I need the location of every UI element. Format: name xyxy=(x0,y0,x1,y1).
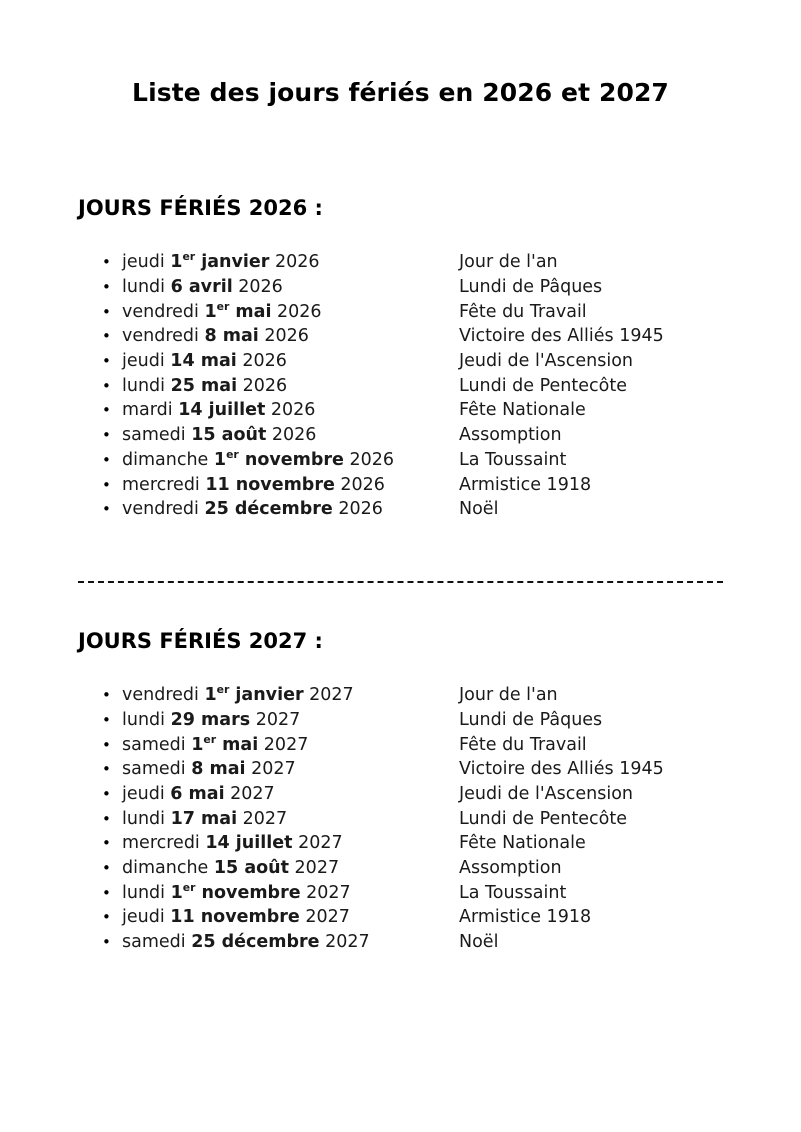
holiday-month: mai xyxy=(229,301,272,322)
holiday-month: mars xyxy=(194,709,251,730)
holiday-date xyxy=(122,782,459,807)
holiday-date xyxy=(122,683,459,708)
holiday-day-ordinal: er xyxy=(182,880,196,894)
holiday-month: mai xyxy=(203,759,246,780)
list-item xyxy=(102,881,801,906)
list-item xyxy=(102,423,801,448)
holiday-daymonth xyxy=(171,710,251,730)
list-item xyxy=(102,473,801,498)
holiday-name: Noël xyxy=(459,499,499,520)
holiday-day: 14 xyxy=(205,833,230,854)
holiday-date xyxy=(122,708,459,733)
holiday-year: 2027 xyxy=(292,833,343,854)
holiday-day: 1 xyxy=(191,734,204,755)
holiday-name: Lundi de Pâques xyxy=(459,709,603,730)
holiday-daymonth xyxy=(178,400,265,420)
holiday-day: 8 xyxy=(191,759,204,780)
list-item xyxy=(102,448,801,473)
holiday-weekday: samedi xyxy=(122,734,192,755)
holiday-weekday: lundi xyxy=(122,276,171,297)
list-item xyxy=(102,831,801,856)
list-item xyxy=(102,275,801,300)
holiday-weekday: lundi xyxy=(122,882,171,903)
holiday-name: Jour de l'an xyxy=(459,252,558,273)
holiday-day: 25 xyxy=(191,932,216,953)
holiday-month: mai xyxy=(216,326,259,347)
holiday-day: 25 xyxy=(204,499,229,520)
bullet-icon: • xyxy=(102,401,111,420)
holiday-daymonth xyxy=(171,277,233,297)
holiday-year: 2027 xyxy=(288,858,340,879)
holiday-month: novembre xyxy=(238,449,344,470)
list-item xyxy=(102,300,801,325)
holiday-name: Noël xyxy=(459,932,499,953)
holiday-daymonth xyxy=(171,809,238,829)
section-heading-2027: JOURS FÉRIÉS 2027 : xyxy=(78,628,323,653)
holiday-weekday: vendredi xyxy=(122,685,205,706)
holiday-date xyxy=(122,324,459,349)
list-item xyxy=(102,250,801,275)
holiday-date xyxy=(122,881,459,906)
holiday-weekday: vendredi xyxy=(122,499,205,520)
holiday-day: 6 xyxy=(170,783,183,804)
holiday-day: 29 xyxy=(170,709,195,730)
holiday-day: 15 xyxy=(213,858,239,879)
section-2027 xyxy=(0,581,801,955)
holiday-name: Assomption xyxy=(459,858,562,879)
holiday-day-ordinal: er xyxy=(216,683,230,697)
holiday-month: mai xyxy=(216,734,259,755)
list-item xyxy=(102,324,801,349)
holiday-day: 11 xyxy=(205,474,230,495)
holiday-weekday: dimanche xyxy=(122,449,214,470)
bullet-icon: • xyxy=(102,834,111,853)
holiday-year: 2027 xyxy=(299,907,350,928)
holiday-daymonth xyxy=(191,932,319,952)
holiday-year: 2026 xyxy=(334,474,385,495)
list-item xyxy=(102,733,801,758)
holiday-date xyxy=(122,930,459,955)
list-item xyxy=(102,930,801,955)
list-item xyxy=(102,398,801,423)
holiday-month: janvier xyxy=(229,685,304,706)
holiday-day-ordinal: er xyxy=(203,732,217,746)
holiday-year: 2026 xyxy=(265,400,316,421)
bullet-icon: • xyxy=(102,809,111,828)
holiday-date xyxy=(122,448,459,473)
bullet-icon: • xyxy=(102,883,111,902)
holiday-name: Lundi de Pâques xyxy=(459,276,603,297)
holiday-day: 1 xyxy=(170,252,183,273)
holiday-name: Fête Nationale xyxy=(459,833,586,854)
holiday-daymonth xyxy=(191,759,245,779)
holiday-weekday: samedi xyxy=(122,932,192,953)
holiday-year: 2027 xyxy=(258,734,309,755)
holiday-weekday: lundi xyxy=(122,375,171,396)
holiday-date xyxy=(122,275,459,300)
bullet-icon: • xyxy=(102,352,111,370)
holiday-weekday: jeudi xyxy=(122,252,171,273)
holiday-day: 11 xyxy=(170,907,195,928)
list-item xyxy=(102,905,801,930)
holiday-date xyxy=(122,757,459,782)
holiday-daymonth xyxy=(170,880,301,903)
holiday-weekday: mardi xyxy=(122,400,179,421)
list-item xyxy=(102,856,801,881)
bullet-icon: • xyxy=(102,475,111,494)
holiday-weekday: dimanche xyxy=(122,858,214,879)
bullet-icon: • xyxy=(102,859,111,878)
bullet-icon: • xyxy=(102,933,111,952)
holiday-year: 2026 xyxy=(237,375,288,396)
holiday-name: Victoire des Alliés 1945 xyxy=(459,759,664,780)
holiday-year: 2027 xyxy=(237,808,288,829)
holiday-name: Jour de l'an xyxy=(459,685,558,706)
holiday-weekday: vendredi xyxy=(122,326,205,347)
holiday-year: 2026 xyxy=(269,252,320,273)
holiday-daymonth xyxy=(214,858,289,878)
bullet-icon: • xyxy=(102,784,111,803)
list-item xyxy=(102,708,801,733)
section-heading-2026: JOURS FÉRIÉS 2026 : xyxy=(78,196,323,220)
holiday-weekday: mercredi xyxy=(122,833,206,854)
bullet-icon: • xyxy=(102,450,111,469)
list-item xyxy=(102,497,801,522)
holiday-daymonth xyxy=(170,907,299,927)
holiday-year: 2026 xyxy=(236,351,287,371)
holiday-year: 2027 xyxy=(300,882,351,903)
holiday-day: 8 xyxy=(204,326,217,347)
holiday-daymonth xyxy=(205,475,334,495)
holiday-name: Lundi de Pentecôte xyxy=(459,375,627,396)
holiday-year: 2027 xyxy=(319,932,370,953)
holiday-date xyxy=(122,423,459,448)
holiday-month: mai xyxy=(194,808,238,829)
holiday-year: 2027 xyxy=(303,685,354,706)
holiday-day: 15 xyxy=(191,425,216,446)
holiday-day-ordinal: er xyxy=(216,299,230,313)
holiday-name: Armistice 1918 xyxy=(459,907,592,928)
holiday-daymonth xyxy=(171,376,238,396)
holiday-day-ordinal: er xyxy=(226,447,239,461)
holiday-date xyxy=(122,349,459,374)
holiday-month: août xyxy=(215,425,267,446)
bullet-icon: • xyxy=(102,277,111,296)
holiday-weekday: jeudi xyxy=(122,351,171,371)
holiday-weekday: jeudi xyxy=(122,783,171,804)
holiday-daymonth xyxy=(191,732,259,755)
holiday-name: Assomption xyxy=(459,425,562,446)
holiday-date xyxy=(122,250,459,275)
list-item xyxy=(102,683,801,708)
holiday-name: Fête du Travail xyxy=(459,301,587,322)
holiday-year: 2026 xyxy=(343,449,394,470)
holiday-day: 14 xyxy=(178,400,203,421)
holiday-date xyxy=(122,905,459,930)
section-divider xyxy=(0,522,801,581)
holiday-year: 2027 xyxy=(250,709,301,730)
holiday-weekday: samedi xyxy=(122,425,192,446)
holiday-date xyxy=(122,733,459,758)
holiday-name: Lundi de Pentecôte xyxy=(459,808,627,829)
holiday-month: août xyxy=(238,858,289,879)
holiday-day: 14 xyxy=(170,351,195,371)
section-2026 xyxy=(0,108,801,522)
bullet-icon: • xyxy=(102,908,111,927)
holiday-name: Fête du Travail xyxy=(459,734,587,755)
holiday-day: 1 xyxy=(170,882,183,903)
holiday-month: janvier xyxy=(195,252,270,273)
list-item xyxy=(102,807,801,832)
holiday-year: 2026 xyxy=(258,326,309,347)
list-item xyxy=(102,782,801,807)
bullet-icon: • xyxy=(102,376,111,395)
holiday-daymonth xyxy=(170,351,237,371)
holiday-weekday: lundi xyxy=(122,709,171,730)
bullet-icon: • xyxy=(102,327,111,346)
holiday-list-2026 xyxy=(0,221,801,522)
holiday-daymonth xyxy=(170,252,269,272)
holiday-date xyxy=(122,831,459,856)
bullet-icon: • xyxy=(102,686,111,705)
holiday-daymonth xyxy=(204,326,258,346)
holiday-year: 2026 xyxy=(332,499,383,520)
list-item xyxy=(102,349,801,374)
holiday-day-ordinal: er xyxy=(182,250,196,264)
bullet-icon: • xyxy=(102,302,111,321)
holiday-day: 1 xyxy=(213,449,227,470)
holiday-month: avril xyxy=(182,276,233,297)
holiday-weekday: vendredi xyxy=(122,301,205,322)
page-title: Liste des jours fériés en 2026 et 2027 xyxy=(132,78,669,107)
holiday-month: mai xyxy=(182,783,225,804)
bullet-icon: • xyxy=(102,253,111,272)
holiday-year: 2026 xyxy=(266,425,317,446)
holiday-date xyxy=(122,374,459,399)
holiday-weekday: samedi xyxy=(122,759,192,780)
holiday-name: Jeudi de l'Ascension xyxy=(459,351,634,371)
bullet-icon: • xyxy=(102,426,111,445)
holiday-name: La Toussaint xyxy=(459,882,567,903)
bullet-icon: • xyxy=(102,500,111,519)
holiday-weekday: jeudi xyxy=(122,907,171,928)
holiday-daymonth xyxy=(204,499,332,519)
holiday-daymonth xyxy=(170,784,224,804)
holiday-daymonth xyxy=(204,299,272,322)
holiday-name: Armistice 1918 xyxy=(459,474,592,495)
holiday-date xyxy=(122,856,459,881)
holiday-month: novembre xyxy=(229,474,335,495)
holiday-daymonth xyxy=(191,425,266,445)
holiday-year: 2027 xyxy=(224,783,275,804)
holiday-date xyxy=(122,300,459,325)
holiday-date xyxy=(122,497,459,522)
holiday-name: Victoire des Alliés 1945 xyxy=(459,326,664,347)
holiday-daymonth xyxy=(213,447,344,470)
holiday-date xyxy=(122,473,459,498)
list-item xyxy=(102,757,801,782)
holiday-day: 1 xyxy=(204,301,217,322)
holiday-month: mai xyxy=(194,351,237,371)
list-item xyxy=(102,374,801,399)
holiday-name: Jeudi de l'Ascension xyxy=(459,783,634,804)
holiday-month: mai xyxy=(194,375,238,396)
holiday-weekday: lundi xyxy=(122,808,171,829)
holiday-date xyxy=(122,807,459,832)
holiday-month: juillet xyxy=(202,400,266,421)
holiday-daymonth xyxy=(205,833,292,853)
holiday-year: 2026 xyxy=(232,276,283,297)
holiday-month: novembre xyxy=(194,907,300,928)
bullet-icon: • xyxy=(102,760,111,779)
holiday-day: 17 xyxy=(170,808,195,829)
holiday-day: 6 xyxy=(170,276,183,297)
holiday-daymonth xyxy=(204,685,303,705)
holiday-name: Fête Nationale xyxy=(459,400,586,421)
holiday-name: La Toussaint xyxy=(459,449,567,470)
bullet-icon: • xyxy=(102,735,111,754)
holiday-day: 1 xyxy=(204,685,217,706)
holiday-weekday: mercredi xyxy=(122,474,206,495)
holiday-date xyxy=(122,398,459,423)
holiday-list-2027 xyxy=(0,654,801,955)
holiday-month: décembre xyxy=(215,932,320,953)
bullet-icon: • xyxy=(102,710,111,729)
holiday-year: 2027 xyxy=(245,759,296,780)
holiday-year: 2026 xyxy=(271,301,322,322)
holiday-month: décembre xyxy=(228,499,333,520)
holiday-month: novembre xyxy=(195,882,301,903)
holiday-day: 25 xyxy=(170,375,195,396)
holiday-month: juillet xyxy=(229,833,293,854)
